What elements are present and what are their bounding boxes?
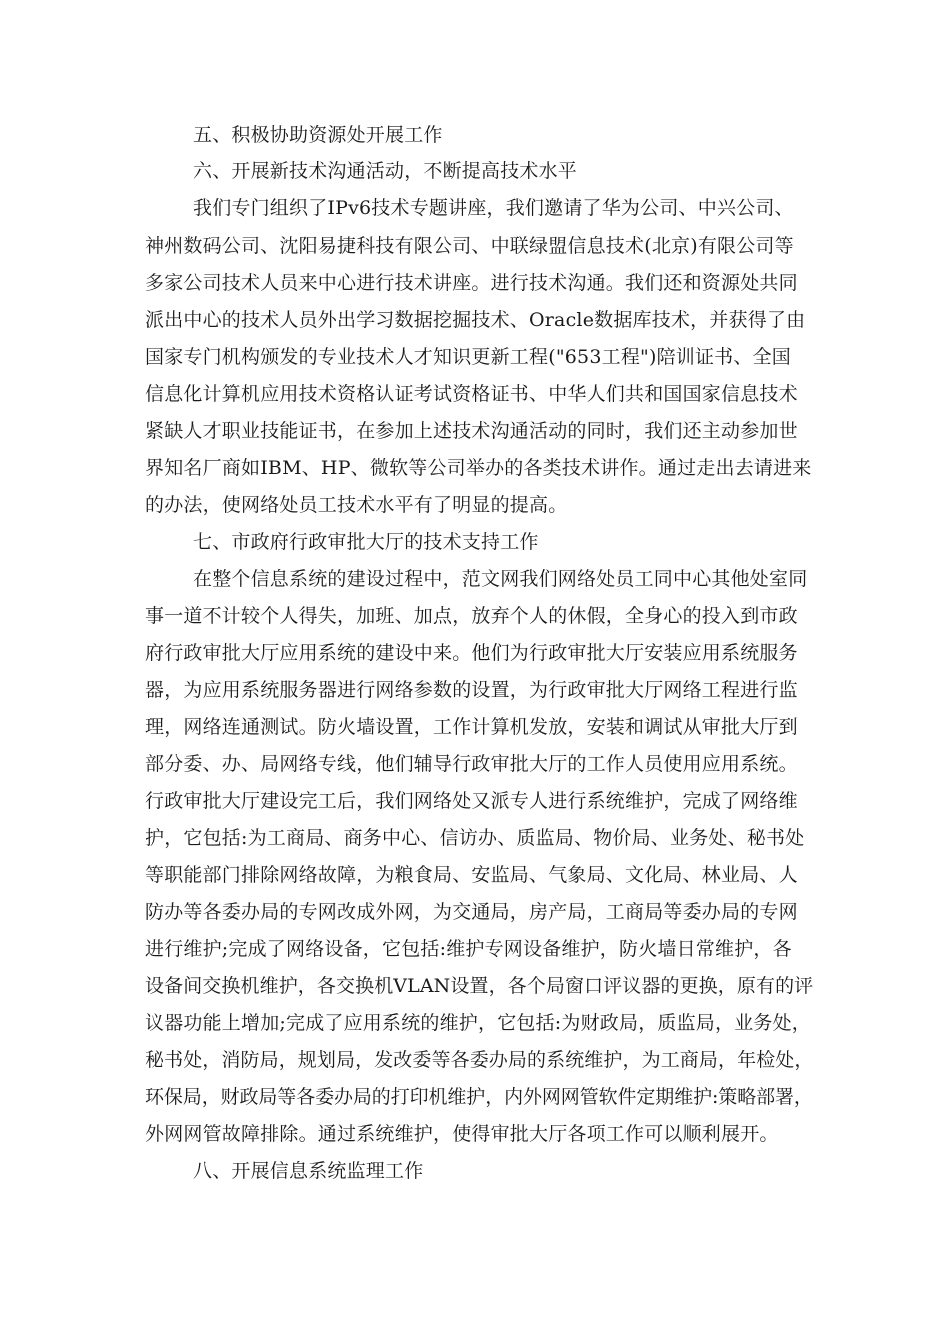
paragraph-line: 在整个信息系统的建设过程中，范文网我们网络处员工同中心其他处室同 (193, 568, 808, 590)
section-heading-7: 七、市政府行政审批大厅的技术支持工作 (193, 531, 539, 553)
paragraph-line: 环保局，财政局等各委办局的打印机维护，内外网网管软件定期维护:策略部署， (145, 1086, 813, 1108)
paragraph-line: 多家公司技术人员来中心进行技术讲座。进行技术沟通。我们还和资源处共同 (145, 272, 798, 294)
paragraph-line: 神州数码公司、沈阳易捷科技有限公司、中联绿盟信息技术(北京)有限公司等 (145, 235, 794, 257)
paragraph-line: 国家专门机构颁发的专业技术人才知识更新工程("653工程")陪训证书、全国 (145, 346, 791, 368)
section-heading-6: 六、开展新技术沟通活动，不断提高技术水平 (193, 160, 578, 182)
paragraph-line: 护，它包括:为工商局、商务中心、信访办、质监局、物价局、业务处、秘书处 (145, 827, 805, 849)
paragraph-line: 部分委、办、局网络专线，他们辅导行政审批大厅的工作人员使用应用系统。 (145, 753, 798, 775)
paragraph-line: 派出中心的技术人员外出学习数据挖掘技术、Oracle数据库技术，并获得了由 (145, 309, 806, 331)
paragraph-line: 府行政审批大厅应用系统的建设中来。他们为行政审批大厅安装应用系统服务 (145, 642, 798, 664)
paragraph-line: 行政审批大厅建设完工后，我们网络处又派专人进行系统维护，完成了网络维 (145, 790, 798, 812)
paragraph-line: 界知名厂商如IBM、HP、微软等公司举办的各类技术讲作。通过走出去请进来 (145, 457, 812, 479)
paragraph-line: 器，为应用系统服务器进行网络参数的设置，为行政审批大厅网络工程进行监 (145, 679, 798, 701)
paragraph-line: 防办等各委办局的专网改成外网，为交通局，房产局，工商局等委办局的专网 (145, 901, 798, 923)
paragraph-line: 紧缺人才职业技能证书，在参加上述技术沟通活动的同时，我们还主动参加世 (145, 420, 798, 442)
paragraph-line: 秘书处，消防局，规划局，发改委等各委办局的系统维护，为工商局，年检处， (145, 1049, 814, 1071)
paragraph-line: 外网网管故障排除。通过系统维护，使得审批大厅各项工作可以顺利展开。 (145, 1123, 779, 1145)
paragraph-line: 的办法，使网络处员工技术水平有了明显的提高。 (145, 494, 568, 516)
paragraph-line: 我们专门组织了IPv6技术专题讲座，我们邀请了华为公司、中兴公司、 (193, 197, 794, 219)
paragraph-line: 信息化计算机应用技术资格认证考试资格证书、中华人们共和国国家信息技术 (145, 383, 798, 405)
paragraph-line: 理，网络连通测试。防火墙设置，工作计算机发放，安装和调试从审批大厅到 (145, 716, 798, 738)
paragraph-line: 进行维护;完成了网络设备，它包括:维护专网设备维护，防火墙日常维护，各 (145, 938, 792, 960)
paragraph-line: 议器功能上增加;完成了应用系统的维护，它包括:为财政局，质监局，业务处， (145, 1012, 812, 1034)
section-heading-5: 五、积极协助资源处开展工作 (193, 124, 443, 146)
section-heading-8: 八、开展信息系统监理工作 (193, 1160, 424, 1182)
paragraph-line: 事一道不计较个人得失，加班、加点，放弃个人的休假，全身心的投入到市政 (145, 605, 798, 627)
paragraph-line: 设备间交换机维护，各交换机VLAN设置，各个局窗口评议器的更换，原有的评 (145, 975, 814, 997)
paragraph-line: 等职能部门排除网络故障，为粮食局、安监局、气象局、文化局、林业局、人 (145, 864, 798, 886)
